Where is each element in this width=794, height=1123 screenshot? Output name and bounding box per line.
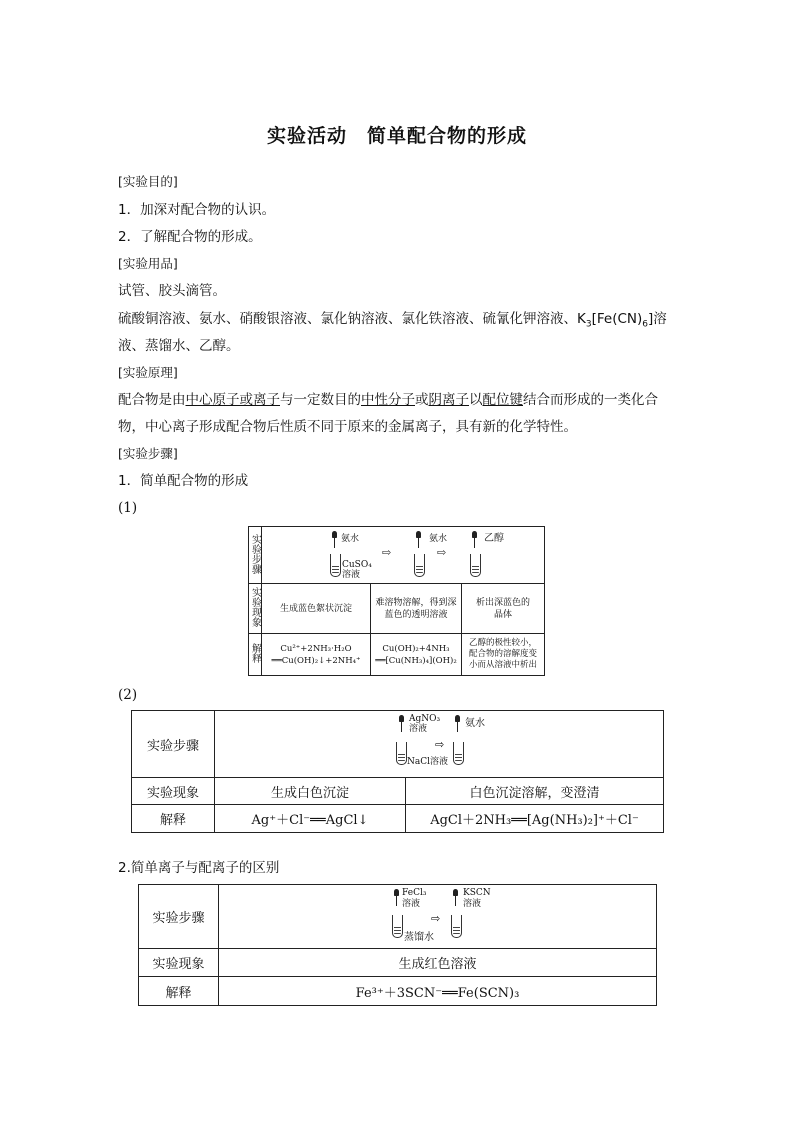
test-tube-icon (330, 554, 341, 577)
purpose-item-2: 2．了解配合物的形成。 (118, 229, 262, 245)
explanation-cell: Ag⁺＋Cl⁻══AgCl↓ (215, 805, 406, 833)
materials-item-1: 试管、胶头滴管。 (118, 283, 226, 299)
explanation-cell: Cu²⁺+2NH₃·H₂O ══Cu(OH)₂↓+2NH₄⁺ (262, 634, 371, 676)
step-1-title: 1．简单配合物的形成 (118, 473, 249, 489)
arrow-icon: ⇨ (437, 546, 447, 559)
apparatus-diagram (215, 711, 663, 777)
principle-line-1: 配合物是由中心原子或离子与一定数目的中性分子或阴离子以配位键结合而形成的一类化合 (118, 392, 658, 408)
step-illustration-cell (219, 885, 657, 949)
dropper-icon (399, 715, 404, 732)
row-header-explanation: 解释 (139, 977, 219, 1006)
steps-heading: [实验步骤] (118, 446, 178, 461)
cuso4-label: CuSO₄ (342, 560, 372, 570)
dropper-icon (455, 715, 460, 732)
phenomenon-cell: 生成蓝色絮状沉淀 (262, 584, 371, 634)
explanation-cell: AgCl＋2NH₃══[Ag(NH₃)₂]⁺＋Cl⁻ (406, 805, 664, 833)
test-tube-icon (453, 742, 464, 765)
underlined-term: 中性分子 (361, 392, 415, 408)
test-tube-icon (451, 915, 462, 938)
materials-heading: [实验用品] (118, 256, 178, 271)
phenomenon-cell: 析出深蓝色的晶体 (462, 584, 545, 634)
kscn-label: KSCN (463, 888, 491, 898)
underlined-term: 配位键 (482, 392, 523, 408)
ammonia-label: 氨水 (341, 534, 360, 544)
test-tube-icon (414, 554, 425, 577)
step-illustration-cell (262, 527, 545, 584)
experiment-table-2 (131, 710, 664, 833)
explanation-cell: Cu(OH)₂+4NH₃ ══[Cu(NH₃)₄](OH)₂ (371, 634, 462, 676)
purpose-heading: [实验目的] (118, 174, 178, 189)
test-tube-icon (392, 915, 403, 938)
solution-label: 溶液 (402, 899, 421, 909)
part-1-label: (1) (118, 500, 138, 516)
fecl3-label: FeCl₃ (402, 888, 427, 898)
underlined-term: 中心原子或离子 (185, 392, 280, 408)
step-2-title: 2.简单离子与配离子的区别 (118, 860, 280, 876)
row-header-steps: 实验步骤 (139, 885, 219, 949)
test-tube-icon (396, 742, 407, 765)
row-header-explanation: 解释 (249, 634, 262, 676)
page-title: 实验活动 简单配合物的形成 (266, 125, 527, 147)
row-header-phenomena: 实验现象 (132, 778, 215, 805)
ammonia-label: 氨水 (465, 718, 485, 729)
explanation-cell: 乙醇的极性较小，配合物的溶解度变小而从溶液中析出 (462, 634, 545, 676)
arrow-icon: ⇨ (382, 546, 392, 559)
dropper-icon (416, 531, 421, 548)
dropper-icon (332, 531, 337, 548)
row-header-phenomena: 实验现象 (139, 949, 219, 977)
part-2-label: (2) (118, 687, 138, 703)
arrow-icon: ⇨ (435, 738, 445, 751)
phenomenon-cell: 白色沉淀溶解，变澄清 (406, 778, 664, 805)
row-header-explanation: 解释 (132, 805, 215, 833)
test-tube-icon (470, 554, 481, 577)
row-header-steps: 实验步骤 (132, 711, 215, 778)
dropper-icon (453, 889, 458, 906)
dropper-icon (394, 889, 399, 906)
ammonia-label: 氨水 (429, 534, 448, 544)
experiment-table-1 (248, 526, 545, 676)
principle-line-2: 物，中心离子形成配合物后性质不同于原来的金属离子，具有新的化学特性。 (118, 419, 577, 435)
phenomenon-cell: 生成白色沉淀 (215, 778, 406, 805)
dropper-icon (472, 531, 477, 548)
materials-item-3: 液、蒸馏水、乙醇。 (118, 338, 240, 354)
step-illustration-cell (215, 711, 664, 778)
principle-heading: [实验原理] (118, 365, 178, 380)
agno3-label: AgNO₃ (409, 714, 441, 724)
explanation-cell: Fe³⁺＋3SCN⁻══Fe(SCN)₃ (219, 977, 657, 1006)
purpose-item-1: 1．加深对配合物的认识。 (118, 202, 276, 218)
distilled-water-label: 蒸馏水 (404, 932, 434, 943)
nacl-label: NaCl溶液 (407, 757, 449, 767)
ethanol-label: 乙醇 (484, 533, 504, 544)
underlined-term: 阴离子 (428, 392, 469, 408)
solution-label: 溶液 (463, 899, 482, 909)
row-header-steps: 实验步骤 (249, 527, 262, 584)
arrow-icon: ⇨ (431, 912, 441, 925)
apparatus-diagram (262, 527, 544, 583)
phenomenon-cell: 难溶物溶解，得到深蓝色的透明溶液 (371, 584, 462, 634)
solution-label: 溶液 (409, 724, 428, 734)
experiment-table-3 (138, 884, 657, 1006)
phenomenon-cell: 生成红色溶液 (219, 949, 657, 977)
row-header-phenomena: 实验现象 (249, 584, 262, 634)
solution-label: 溶液 (342, 570, 361, 580)
apparatus-diagram (219, 885, 656, 948)
materials-item-2: 硫酸铜溶液、氨水、硝酸银溶液、氯化钠溶液、氯化铁溶液、硫氰化钾溶液、$K_3[Fe(CN)_6]$溶 (118, 311, 667, 330)
